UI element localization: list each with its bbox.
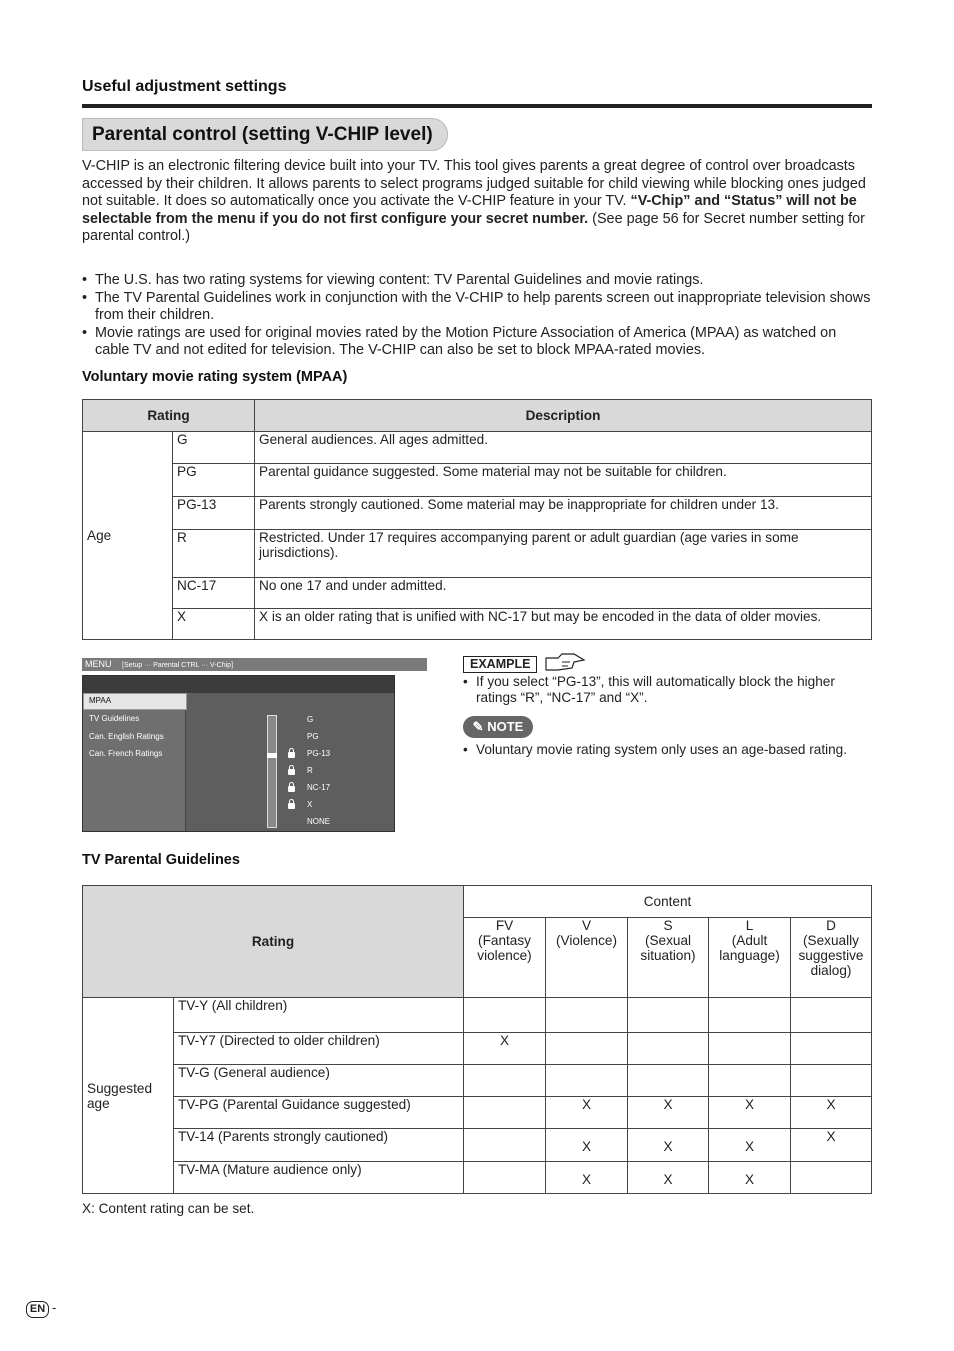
content-desc: (Fantasy violence)	[477, 933, 532, 963]
osd-slider-knob[interactable]	[267, 753, 277, 758]
tv-cell: X	[709, 1097, 791, 1129]
example-text: • If you select “PG-13”, this will automatically block the higher ratings “R”, “NC-17” and “X”.	[463, 674, 876, 706]
tv-rating: TV-14 (Parents strongly cautioned)	[174, 1129, 464, 1162]
tv-cell: X	[546, 1129, 628, 1162]
tv-rating: TV-PG (Parental Guidance suggested)	[174, 1097, 464, 1129]
lock-icon	[288, 769, 295, 775]
tv-cell	[546, 1065, 628, 1097]
mpaa-description: No one 17 and under admitted.	[255, 578, 872, 609]
content-code: D	[826, 918, 836, 933]
note-text: • Voluntary movie rating system only uses an age-based rating.	[463, 742, 896, 758]
tv-cell	[628, 1033, 709, 1065]
lock-icon	[288, 786, 295, 792]
tv-cell	[791, 1162, 872, 1194]
tv-cell	[791, 1065, 872, 1097]
mpaa-col-rating: Rating	[83, 400, 255, 432]
pencil-icon: ✎	[472, 719, 484, 734]
tv-cell: X	[709, 1162, 791, 1194]
tv-content-col-d	[791, 918, 872, 998]
intro-see-page: (See page 56 for Secret number setting for parental control.)	[82, 210, 865, 245]
note-tag	[463, 716, 533, 738]
tv-cell	[464, 1065, 546, 1097]
tv-content-col-fv	[464, 918, 546, 998]
tv-group-suggested-age: Suggested age	[83, 998, 174, 1194]
tv-content-col-v	[546, 918, 628, 998]
tv-cell: X	[791, 1097, 872, 1129]
mpaa-description: Parents strongly cautioned. Some material may be inappropriate for children under 13.	[255, 497, 872, 530]
intro-bold-note: “V-Chip” and “Status” will not be selectable from the menu if you do not first configure your secret number.	[82, 193, 857, 227]
tv-content-col-s	[628, 918, 709, 998]
tv-cell	[628, 998, 709, 1033]
osd-item-tv-guidelines[interactable]: TV Guidelines	[89, 714, 140, 723]
mpaa-rating: PG	[173, 464, 255, 497]
osd-item-can-english[interactable]: Can. English Ratings	[89, 732, 164, 741]
example-tag: EXAMPLE	[463, 656, 537, 673]
mpaa-rating: NC-17	[173, 578, 255, 609]
lock-icon	[288, 752, 295, 758]
tv-cell: X	[709, 1129, 791, 1162]
page-title: Parental control (setting V-CHIP level)	[82, 118, 448, 151]
tv-cell: X	[628, 1162, 709, 1194]
lock-icon	[288, 803, 295, 809]
tv-cell	[791, 1033, 872, 1065]
tv-cell	[709, 1065, 791, 1097]
tv-rating: TV-Y (All children)	[174, 998, 464, 1033]
tv-guidelines-table	[82, 885, 872, 1194]
tv-rating: TV-G (General audience)	[174, 1065, 464, 1097]
bullet-item: • The U.S. has two rating systems for viewing content: TV Parental Guidelines and movie ratings.	[82, 272, 874, 290]
osd-value: PG-13	[307, 749, 331, 758]
section-title: Useful adjustment settings	[82, 78, 287, 95]
mpaa-description: Restricted. Under 17 requires accompanying parent or adult guardian (age varies in some jurisdictions).	[255, 530, 872, 578]
tv-cell	[709, 998, 791, 1033]
tv-col-content: Content	[464, 886, 872, 918]
osd-menu-bar	[82, 658, 427, 671]
tv-cell	[464, 1162, 546, 1194]
osd-value: R	[307, 766, 313, 775]
tv-rating: TV-Y7 (Directed to older children)	[174, 1033, 464, 1065]
language-badge: EN	[26, 1301, 49, 1318]
content-desc: (Sexually suggestive dialog)	[798, 933, 864, 978]
section-rule	[82, 104, 872, 108]
mpaa-rating: PG-13	[173, 497, 255, 530]
mpaa-table	[82, 399, 872, 640]
mpaa-heading: Voluntary movie rating system (MPAA)	[82, 369, 348, 385]
tv-cell: X	[546, 1097, 628, 1129]
content-code: FV	[495, 918, 514, 933]
tv-heading: TV Parental Guidelines	[82, 852, 240, 868]
intro-text: V-CHIP is an electronic filtering device built into your TV. This tool gives parents a great degree of control over broadcasts accessed by their children. It allows parents to select programs judged suitable for child viewing while blocking ones judged not suitable. It does so automatically once you activate the V-CHIP feature in your TV.	[82, 158, 866, 210]
tv-cell	[546, 998, 628, 1033]
intro-paragraph	[82, 158, 874, 246]
osd-value: G	[307, 715, 314, 724]
mpaa-description: Parental guidance suggested. Some material may not be suitable for children.	[255, 464, 872, 497]
tv-cell	[464, 998, 546, 1033]
mpaa-rating: X	[173, 609, 255, 640]
content-desc: (Violence)	[556, 933, 617, 948]
osd-header	[83, 676, 394, 693]
tv-content-col-l	[709, 918, 791, 998]
osd-item-can-french[interactable]: Can. French Ratings	[89, 749, 163, 758]
osd-slider-track[interactable]	[267, 715, 277, 828]
tv-cell	[709, 1033, 791, 1065]
osd-value: NC-17	[307, 783, 331, 792]
page-dash: -	[52, 1300, 57, 1315]
mpaa-description: General audiences. All ages admitted.	[255, 432, 872, 464]
tv-cell: X	[628, 1129, 709, 1162]
osd-menu-path: [Setup ··· Parental CTRL ··· V-Chip]	[122, 662, 234, 669]
tv-cell	[464, 1097, 546, 1129]
tv-cell: X	[546, 1162, 628, 1194]
tv-cell	[464, 1129, 546, 1162]
tv-cell: X	[628, 1097, 709, 1129]
mpaa-col-description: Description	[255, 400, 872, 432]
osd-value: NONE	[307, 817, 331, 826]
pointing-hand-icon	[544, 652, 588, 674]
tv-cell: X	[464, 1033, 546, 1065]
content-desc: (Adult language)	[719, 933, 780, 963]
note-label: NOTE	[487, 719, 524, 734]
mpaa-group-age: Age	[83, 432, 173, 640]
tv-footnote: X: Content rating can be set.	[82, 1201, 255, 1216]
osd-screen	[82, 675, 395, 832]
tv-cell	[546, 1033, 628, 1065]
content-code: L	[745, 918, 754, 933]
mpaa-rating: R	[173, 530, 255, 578]
content-code: S	[663, 918, 673, 933]
tv-col-rating: Rating	[83, 886, 464, 998]
osd-value: PG	[307, 732, 319, 741]
tv-cell: X	[791, 1129, 872, 1162]
bullet-item: • The TV Parental Guidelines work in conjunction with the V-CHIP to help parents screen out inappropriate television shows from their children.	[82, 290, 874, 325]
mpaa-rating: G	[173, 432, 255, 464]
tv-cell	[791, 998, 872, 1033]
osd-value: X	[307, 800, 313, 809]
osd-item-mpaa[interactable]: MPAA	[89, 696, 112, 705]
content-code: V	[581, 918, 592, 933]
tv-cell	[628, 1065, 709, 1097]
mpaa-description: X is an older rating that is unified with NC-17 but may be encoded in the data of older movies.	[255, 609, 872, 640]
bullet-item: • Movie ratings are used for original movies rated by the Motion Picture Association of America (MPAA) as watched on cable TV and not edited for television. The V-CHIP can also be set to block MPAA-rated movies.	[82, 325, 874, 360]
osd-sidebar	[83, 693, 186, 831]
rating-system-bullets	[82, 272, 874, 360]
tv-rating: TV-MA (Mature audience only)	[174, 1162, 464, 1194]
osd-menu-label: MENU	[85, 659, 112, 669]
content-desc: (Sexual situation)	[640, 933, 696, 963]
